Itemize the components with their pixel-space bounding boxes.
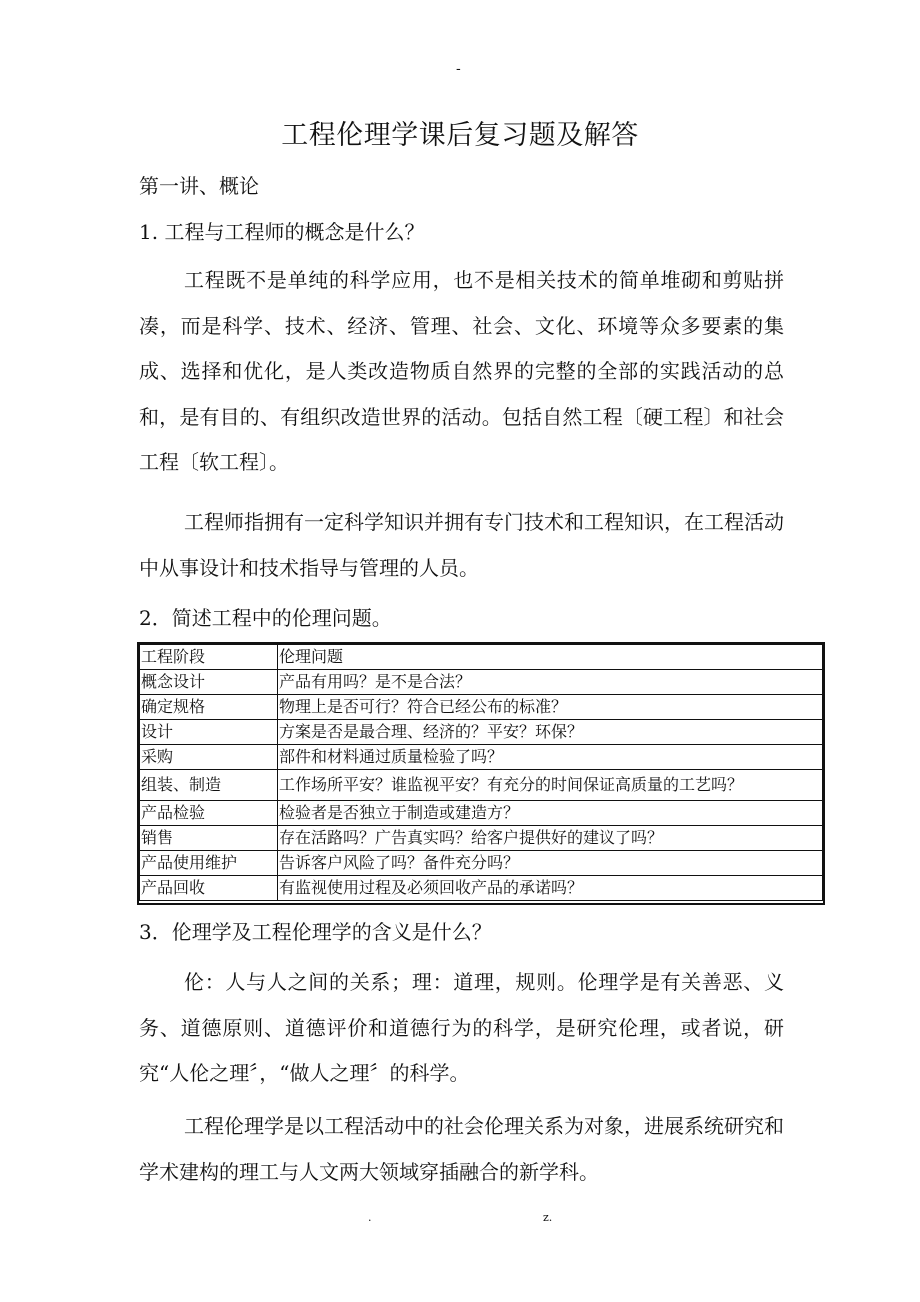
table-cell-stage: 设计 (140, 720, 278, 745)
table-cell-issue: 部件和材料通过质量检验了吗？ (278, 745, 823, 770)
table-cell-stage: 组装、制造 (140, 770, 278, 801)
table-row (140, 826, 823, 851)
table-cell-issue: 方案是否是最合理、经济的？平安？环保？ (278, 720, 823, 745)
table-row (140, 670, 823, 695)
table-row (140, 770, 823, 801)
answer-3-paragraph-2: 工程伦理学是以工程活动中的社会伦理关系为对象，进展系统研究和学术建构的理工与人文两大领域穿插融合的新学科。 (139, 1114, 784, 1184)
question-3: 3．伦理学及工程伦理学的含义是什么？ (139, 920, 492, 944)
footer-mark-right: z. (543, 1211, 553, 1224)
table-cell-stage: 采购 (140, 745, 278, 770)
table-row (140, 801, 823, 826)
table-cell-issue: 存在活路吗？广告真实吗？给客户提供好的建议了吗？ (278, 826, 823, 851)
answer-3-paragraph-1: 伦：人与人之间的关系；理：道理，规则。伦理学是有关善恶、义务、道德原则、道德评价和道德行为的科学，是研究伦理，或者说，研究“人伦之理〞，“做人之理〞的科学。 (139, 970, 784, 1086)
answer-1-paragraph-2: 工程师指拥有一定科学知识并拥有专门技术和工程知识，在工程活动中从事设计和技术指导与管理的人员。 (139, 510, 784, 580)
table-header-cell: 工程阶段 (140, 645, 278, 670)
table-header-cell: 伦理问题 (278, 645, 823, 670)
table-cell-issue: 检验者是否独立于制造或建造方？ (278, 801, 823, 826)
table-cell-issue: 产品有用吗？是不是合法？ (278, 670, 823, 695)
table-cell-stage: 产品回收 (140, 876, 278, 901)
table-row (140, 695, 823, 720)
ethics-table-grid (139, 644, 823, 901)
table-cell-issue: 有监视使用过程及必须回收产品的承诺吗？ (278, 876, 823, 901)
table-cell-stage: 确定规格 (140, 695, 278, 720)
page-title: 工程伦理学课后复习题及解答 (281, 120, 639, 151)
table-row (140, 876, 823, 901)
table-cell-stage: 产品使用维护 (140, 851, 278, 876)
footer-mark-left: . (368, 1211, 372, 1224)
table-row (140, 745, 823, 770)
table-header-row (140, 645, 823, 670)
answer-1-paragraph-1: 工程既不是单纯的科学应用，也不是相关技术的简单堆砌和剪贴拼凑，而是科学、技术、经济、管理、社会、文化、环境等众多要素的集成、选择和优化，是人类改造物质自然界的完整的全部的实践活动的总和，是有目的、有组织改造世界的活动。包括自然工程〔硬工程〕和社会工程〔软工程〕。 (139, 268, 784, 475)
question-1: 1. 工程与工程师的概念是什么？ (139, 220, 425, 244)
table-cell-issue: 物理上是否可行？符合已经公布的标准？ (278, 695, 823, 720)
section-heading: 第一讲、概论 (139, 174, 259, 198)
table-cell-stage: 销售 (140, 826, 278, 851)
ethics-table (137, 642, 825, 905)
table-cell-stage: 产品检验 (140, 801, 278, 826)
header-mark: - (456, 61, 461, 77)
table-row (140, 720, 823, 745)
table-cell-stage: 概念设计 (140, 670, 278, 695)
table-cell-issue: 工作场所平安？谁监视平安？有充分的时间保证高质量的工艺吗？ (278, 770, 823, 801)
question-2: 2．简述工程中的伦理问题。 (139, 606, 392, 630)
table-row (140, 851, 823, 876)
table-cell-issue: 告诉客户风险了吗？备件充分吗？ (278, 851, 823, 876)
